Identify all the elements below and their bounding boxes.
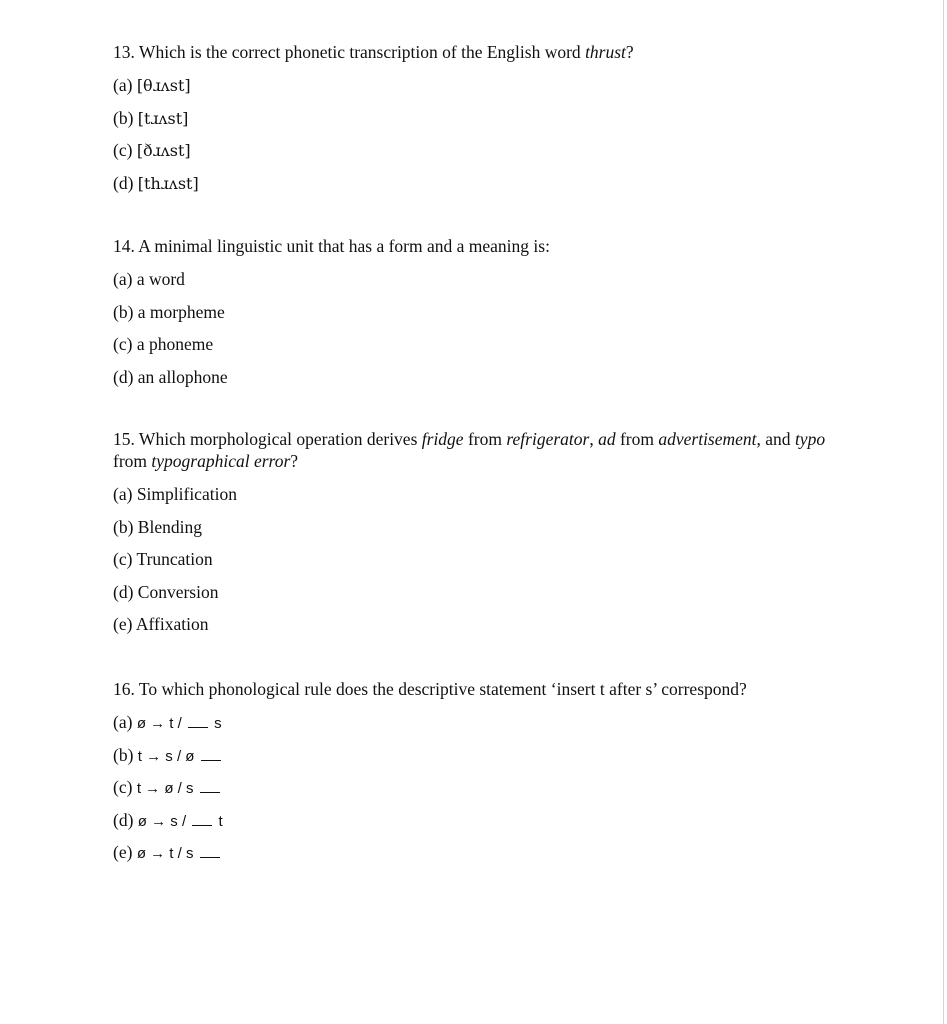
stem-text: ? — [290, 451, 299, 471]
option-text: [tɹʌst] — [137, 108, 189, 128]
option-letter: (c) — [113, 777, 133, 797]
option-letter: (a) — [113, 484, 133, 504]
option-16b — [113, 744, 843, 766]
option-letter: (b) — [113, 107, 134, 128]
option-letter: (c) — [113, 334, 133, 354]
question-16-options — [113, 711, 843, 863]
option-letter: (c) — [113, 549, 133, 569]
question-15 — [113, 428, 843, 635]
option-text: an allophone — [137, 366, 228, 387]
stem-italic-word: typo — [794, 429, 826, 449]
option-16a — [113, 711, 843, 733]
rule-pre: ø → s / — [137, 812, 191, 830]
stem-text: from — [615, 429, 659, 449]
option-13b — [113, 107, 843, 129]
option-text: [thɹʌst] — [137, 173, 199, 193]
stem-italic-word: advertisement — [658, 429, 757, 449]
question-14 — [113, 235, 843, 388]
option-13c — [113, 139, 843, 161]
rule-formula — [138, 748, 223, 765]
option-text: [θɹʌst] — [136, 76, 191, 95]
option-letter: (a) — [113, 75, 133, 95]
option-16d — [113, 809, 843, 831]
stem-italic-word: ad — [598, 429, 616, 449]
option-letter: (b) — [113, 516, 134, 537]
rule-post: t — [214, 812, 223, 830]
option-letter: (d) — [113, 581, 134, 602]
option-15e — [113, 613, 843, 635]
question-14-stem: 14. A minimal linguistic unit that has a form and a meaning is: — [113, 236, 550, 256]
question-14-options — [113, 268, 843, 388]
option-letter: (e) — [113, 614, 133, 634]
option-text: a phoneme — [136, 334, 214, 354]
rule-post: s — [209, 715, 222, 732]
blank-line — [200, 843, 220, 858]
question-15-stem — [113, 428, 843, 472]
option-letter: (d) — [113, 809, 134, 830]
option-14d — [113, 366, 843, 388]
stem-text: 13. Which is the correct phonetic transcription of the English word — [113, 42, 586, 62]
blank-line — [201, 746, 221, 761]
option-letter: (d) — [113, 366, 134, 387]
option-letter: (c) — [113, 140, 133, 160]
option-text: Truncation — [136, 549, 213, 569]
option-16c — [113, 776, 843, 798]
question-16 — [113, 678, 843, 863]
option-14a — [113, 268, 843, 290]
stem-text: from — [463, 429, 507, 449]
option-text: Simplification — [136, 484, 237, 504]
option-15d — [113, 581, 843, 603]
question-13-options — [113, 74, 843, 194]
option-text: [ðɹʌst] — [136, 141, 191, 160]
option-15a — [113, 483, 843, 505]
rule-pre: t → s / ø — [137, 747, 199, 765]
stem-italic-word: refrigerator — [506, 429, 590, 449]
option-16e — [113, 841, 843, 863]
rule-formula — [137, 715, 222, 732]
rule-pre: ø → t / — [136, 715, 186, 732]
question-16-stem: 16. To which phonological rule does the descriptive statement ‘insert t after s’ correspond? — [113, 679, 747, 699]
stem-text: 15. Which morphological operation derives — [113, 429, 422, 449]
option-13d — [113, 172, 843, 194]
blank-line — [192, 811, 212, 826]
rule-pre: t → ø / s — [136, 780, 198, 797]
option-letter: (b) — [113, 301, 134, 322]
option-text: a word — [136, 269, 185, 289]
blank-line — [200, 778, 220, 793]
stem-italic-word: typographical error — [151, 451, 291, 471]
rule-formula — [137, 845, 222, 862]
question-13-stem — [113, 41, 843, 63]
option-14c — [113, 333, 843, 355]
option-text: Blending — [137, 516, 202, 537]
option-text: a morpheme — [137, 301, 225, 322]
option-13a — [113, 74, 843, 96]
stem-text: ? — [625, 42, 634, 62]
question-15-options — [113, 483, 843, 635]
stem-text: from — [113, 451, 152, 471]
option-letter: (a) — [113, 712, 133, 732]
question-13 — [113, 41, 843, 194]
option-15b — [113, 516, 843, 538]
option-text: Conversion — [137, 581, 219, 602]
option-letter: (a) — [113, 269, 133, 289]
option-text: Affixation — [135, 614, 209, 634]
stem-italic-word: thrust — [585, 42, 626, 62]
stem-text: , and — [756, 429, 795, 449]
stem-text: , — [589, 429, 599, 449]
stem-italic-word: fridge — [421, 429, 464, 449]
rule-formula — [138, 813, 223, 830]
option-letter: (b) — [113, 744, 134, 765]
option-letter: (d) — [113, 172, 134, 193]
option-15c — [113, 548, 843, 570]
rule-formula — [137, 780, 222, 797]
blank-line — [188, 713, 208, 728]
option-letter: (e) — [113, 842, 133, 862]
rule-pre: ø → t / s — [136, 845, 198, 862]
option-14b — [113, 301, 843, 323]
